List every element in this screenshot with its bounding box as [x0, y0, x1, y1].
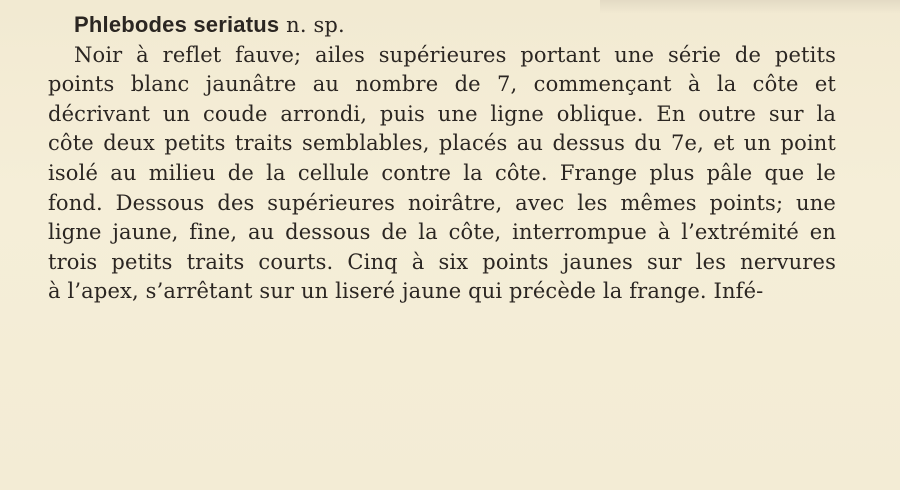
paragraph-line: Noir à reflet fauve; ailes supérieures portant une série de petits: [74, 42, 836, 67]
paragraph-line: à l’apex, s’arrêtant sur un liseré jaune qui précède la frange. Infé-: [48, 279, 764, 304]
paragraph-line: côte deux petits traits semblables, placés au dessus du 7e, et un point: [48, 131, 836, 156]
species-suffix: n. sp.: [286, 13, 345, 37]
paragraph-line: trois petits traits courts. Cinq à six points jaunes sur les nervures: [48, 249, 836, 274]
species-name: Phlebodes seriatus: [74, 12, 280, 37]
species-heading: [48, 10, 848, 41]
paragraph-line: ligne jaune, fine, au dessous de la côte, interrompue à l’extrémité en: [48, 220, 836, 245]
paragraph-line: points blanc jaunâtre au nombre de 7, commençant à la côte et: [48, 72, 836, 97]
description-paragraph: [48, 41, 848, 307]
paragraph-line: décrivant un coude arrondi, puis une ligne oblique. En outre sur la: [48, 101, 836, 126]
text-block: [48, 10, 848, 307]
paragraph-line: isolé au milieu de la cellule contre la côte. Frange plus pâle que le: [48, 160, 836, 185]
paragraph-line: fond. Dessous des supérieures noirâtre, avec les mêmes points; une: [48, 190, 836, 215]
